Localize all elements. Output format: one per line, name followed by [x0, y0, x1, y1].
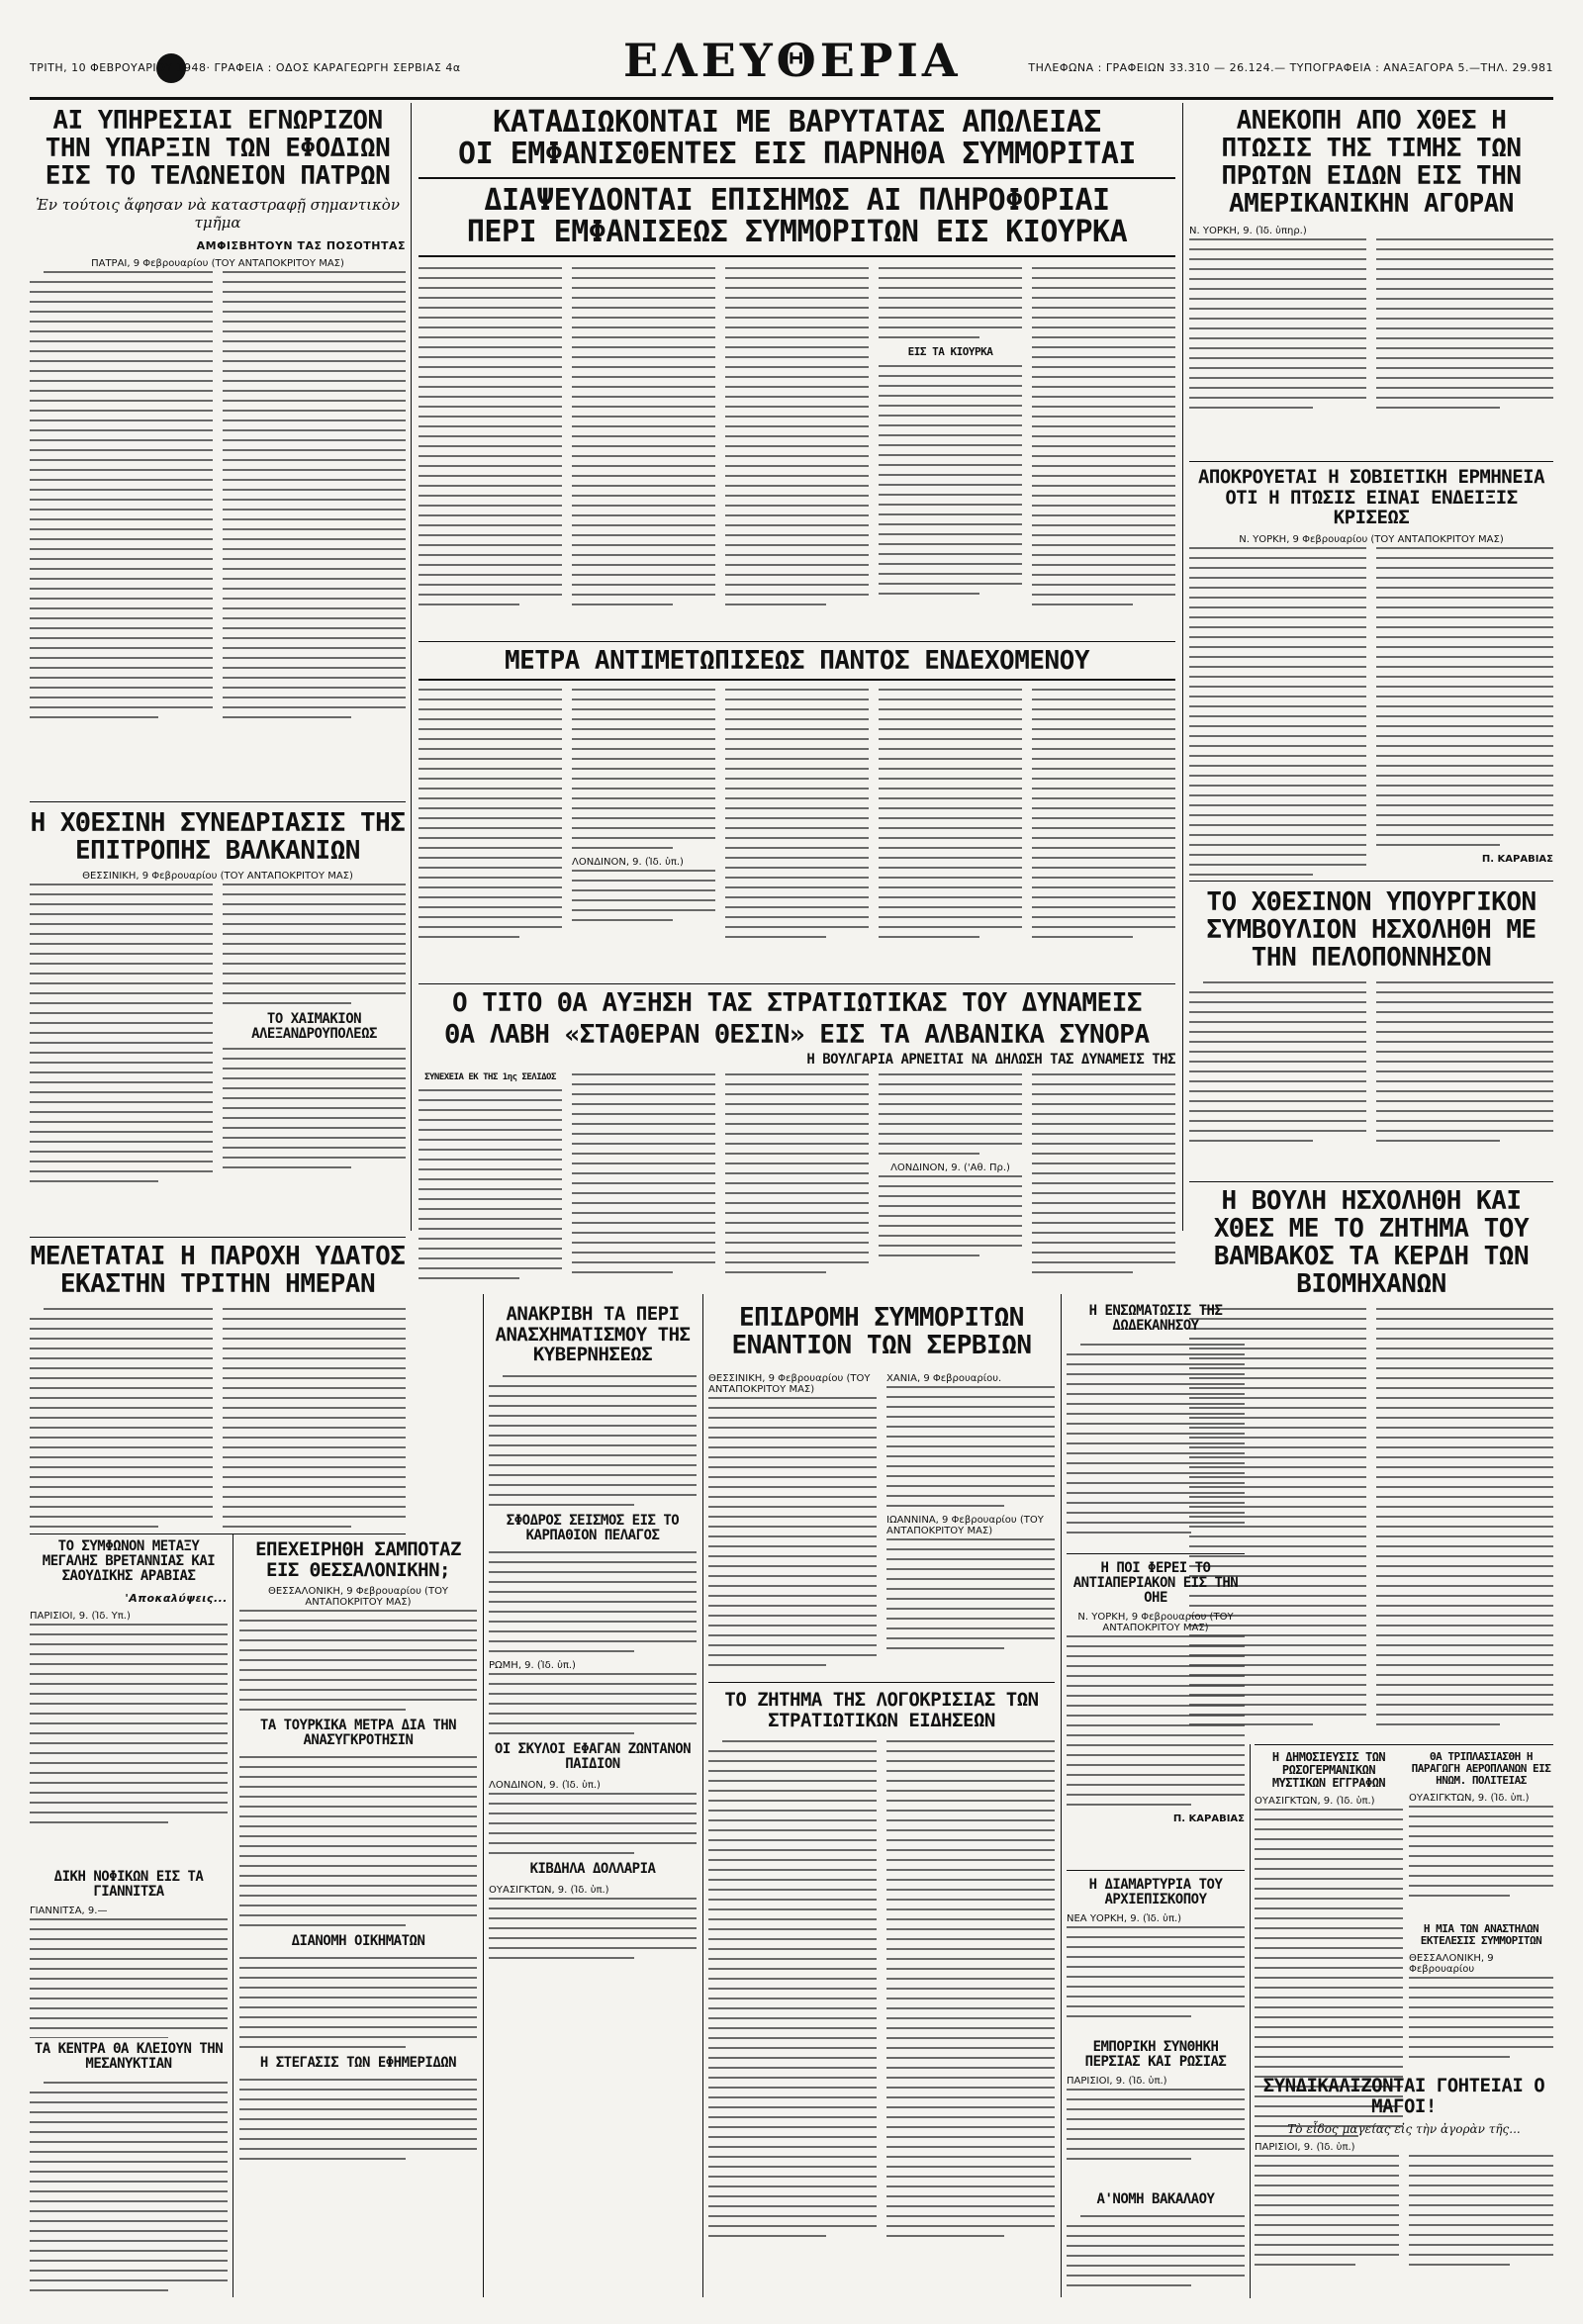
- article-execution: [1409, 1923, 1553, 2072]
- article-un: [1067, 1561, 1245, 1868]
- body-text: [1255, 2155, 1553, 2274]
- article-censorship: [708, 1690, 1055, 2293]
- masthead: [30, 28, 1553, 100]
- headline: Η ΔΗΜΟΣΙΕΥΣΙΣ ΤΩΝ ΡΩΣΟΓΕΡΜΑΝΙΚΩΝ ΜΥΣΤΙΚΩΝ ΕΓΓΡΑΦΩΝ: [1271, 1751, 1386, 1790]
- body-text: [419, 267, 1175, 613]
- headline: ΑΙ ΥΠΗΡΕΣΙΑΙ ΕΓΝΩΡΙΖΟΝ ΤΗΝ ΥΠΑΡΞΙΝ ΤΩΝ ΕΦΟΔΙΩΝ ΕΙΣ ΤΟ ΤΕΛΩΝΕΙΟΝ ΠΑΤΡΩΝ: [45, 107, 391, 192]
- divider: [30, 801, 406, 802]
- dateline: ΛΟΝΔΙΝΟΝ, 9. ('Αθ. Πρ.): [890, 1162, 1010, 1174]
- column-rule: [1061, 1294, 1062, 2297]
- article-tito: [419, 989, 1175, 1286]
- divider: [708, 1682, 1055, 1683]
- column-rule: [483, 1294, 484, 2297]
- headline: ΤΟ ΧΘΕΣΙΝΟΝ ΥΠΟΥΡΓΙΚΟΝ ΣΥΜΒΟΥΛΙΟΝ ΗΣΧΟΛΗΘΗ ΜΕ ΤΗΝ ΠΕΛΟΠΟΝΝΗΣΟΝ: [1206, 888, 1536, 974]
- headline: Η ΠΟΙ ΦΕΡΕΙ ΤΟ ΑΝΤΙΑΠΕΡΙΑΚΟΝ ΕΙΣ ΤΗΝ ΟΗΕ: [1072, 1561, 1239, 1607]
- headline: Η ΒΟΥΛΗ ΗΣΧΟΛΗΘΗ ΚΑΙ ΧΘΕΣ ΜΕ ΤΟ ΖΗΤΗΜΑ ΤΟΥ ΒΑΜΒΑΚΟΣ ΤΑ ΚΕΡΔΗ ΤΩΝ ΒΙΟΜΗΧΑΝΩΝ: [1213, 1187, 1530, 1300]
- dateline: Ν. ΥΟΡΚΗ, 9 Φεβρουαρίου (ΤΟΥ ΑΝΤΑΠΟΚΡΙΤΟΥ ΜΑΣ): [1239, 533, 1504, 545]
- divider: [1189, 461, 1553, 462]
- headline: Η ΜΙΑ ΤΩΝ ΑΝΑΣΤΗΛΩΝ ΕΚΤΕΛΕΣΙΣ ΣΥΜΜΟΡΙΤΩΝ: [1420, 1923, 1542, 1947]
- dateline: Ν. ΥΟΡΚΗ, 9 Φεβρουαρίου (ΤΟΥ ΑΝΤΑΠΟΚΡΙΤΟΥ ΜΑΣ): [1077, 1612, 1234, 1634]
- article-uk-saudi-pact: [30, 1539, 228, 1866]
- dateline: ΠΑΡΙΣΙΟΙ, 9. (Ἰδ. Υπ.): [30, 1611, 131, 1623]
- signature: Π. ΚΑΡΑΒΙΑΣ: [1481, 853, 1553, 865]
- column-rule: [1182, 103, 1183, 1231]
- headline: ΣΥΝΔΙΚΑΛΙΖΟΝΤΑΙ ΓΟΗΤΕΙΑΙ Ο ΜΑΓΟΙ!: [1262, 2076, 1545, 2117]
- body-text: [1189, 981, 1553, 1150]
- headline-2: ΟΙ ΕΜΦΑΝΙΣΘΕΝΤΕΣ ΕΙΣ ΠΑΡΝΗΘΑ ΣΥΜΜΟΡΙΤΑΙ: [419, 139, 1175, 178]
- body-text: [1067, 1926, 1245, 2017]
- newspaper-title: ΕΛΕΥΘΕΡΙΑ: [623, 34, 962, 87]
- divider: [1067, 1870, 1245, 1871]
- dateline: Ν. ΥΟΡΚΗ, 9. (Ἰδ. ὑπηρ.): [1189, 226, 1307, 237]
- body-text: [239, 1610, 477, 2160]
- headline: Η ΧΘΕΣΙΝΗ ΣΥΝΕΔΡΙΑΣΙΣ ΤΗΣ ΕΠΙΤΡΟΠΗΣ ΒΑΛΚΑΝΙΩΝ: [30, 809, 406, 867]
- headline: ΘΑ ΤΡΙΠΛΑΣΙΑΣΘΗ Η ΠΑΡΑΓΩΓΗ ΑΕΡΟΠΛΑΝΩΝ ΕΙΣ ΗΝΩΜ. ΠΟΛΙΤΕΙΑΣ: [1411, 1751, 1551, 1787]
- dateline: ΘΕΣΣΑΛΟΝΙΚΗ, 9 Φεβρουαρίου: [1409, 1952, 1494, 1975]
- section-title: ΔΙΑΝΟΜΗ ΟΙΚΗΜΑΤΩΝ: [291, 1933, 425, 1950]
- body-text: [708, 1367, 1055, 1674]
- article-magicians: [1255, 2076, 1553, 2298]
- subheadline: Η ΒΟΥΛΓΑΡΙΑ ΑΡΝΕΙΤΑΙ ΝΑ ΔΗΛΩΣΗ ΤΑΣ ΔΥΝΑΜΕΙΣ ΤΗΣ: [806, 1052, 1175, 1069]
- headline: ΤΟ ΣΥΜΦΩΝΟΝ ΜΕΤΑΞΥ ΜΕΓΑΛΗΣ ΒΡΕΤΑΝΝΙΑΣ ΚΑΙ ΣΑΟΥΔΙΚΗΣ ΑΡΑΒΙΑΣ: [42, 1539, 216, 1585]
- dateline: ΧΑΝΙΑ, 9 Φεβρουαρίου.: [886, 1373, 1002, 1385]
- section-title: ΚΙΒΔΗΛΑ ΔΟΛΛΑΡΙΑ: [529, 1860, 656, 1877]
- headline: ΑΝΑΚΡΙΒΗ ΤΑ ΠΕΡΙ ΑΝΑΣΧΗΜΑΤΙΣΜΟΥ ΤΗΣ ΚΥΒΕΡΝΗΣΕΩΣ: [495, 1304, 691, 1366]
- article-water-supply: [30, 1243, 406, 1530]
- article-reshuffle: [489, 1304, 697, 2293]
- body-text: [30, 2082, 228, 2291]
- body-text: [419, 689, 1175, 946]
- dateline: ΡΩΜΗ, 9. (Ἰδ. ὑπ.): [489, 1659, 576, 1671]
- subheadline: Ἐν τούτοις ἄφησαν νὰ καταστραφῇ σημαντικὸν τμῆμα: [36, 196, 400, 232]
- headline-1: Ο ΤΙΤΟ ΘΑ ΑΥΞΗΣΗ ΤΑΣ ΣΤΡΑΤΙΩΤΙΚΑΣ ΤΟΥ ΔΥΝΑΜΕΙΣ: [451, 989, 1143, 1018]
- divider: [1189, 1181, 1553, 1182]
- dateline: ΘΕΣΣΙΝΙΚΗ, 9 Φεβρουαρίου (ΤΟΥ ΑΝΤΑΠΟΚΡΙΤΟΥ ΜΑΣ): [82, 871, 353, 883]
- divider: [1189, 881, 1553, 882]
- section-title: ΣΦΟΔΡΟΣ ΣΕΙΣΜΟΣ ΕΙΣ ΤΟ ΚΑΡΠΑΘΙΟΝ ΠΕΛΑΓΟΣ: [506, 1512, 680, 1543]
- divider: [30, 1237, 406, 1238]
- dateline: ΘΕΣΣΙΝΙΚΗ, 9 Φεβρουαρίου (ΤΟΥ ΑΝΤΑΠΟΚΡΙΤΟΥ ΜΑΣ): [708, 1373, 871, 1396]
- article-sabotage: [239, 1539, 477, 2296]
- dateline: ΠΑΡΙΣΙΟΙ, 9. (Ἰδ. ὑπ.): [1067, 2076, 1167, 2088]
- body-text: [30, 271, 406, 726]
- article-soviet-interpretation: [1189, 467, 1553, 878]
- column-rule: [411, 103, 412, 1231]
- dateline: ΠΑΡΙΣΙΟΙ, 9. (Ἰδ. ὑπ.): [1255, 2142, 1355, 2154]
- headline: ΔΙΚΗ ΝΟΦΙΚΩΝ ΕΙΣ ΤΑ ΓΙΑΝΝΙΤΣΑ: [53, 1870, 204, 1901]
- body-text: [30, 1624, 228, 1823]
- article-dodecanese: [1067, 1304, 1245, 1551]
- body-text: [1189, 547, 1553, 878]
- headline-4: ΠΕΡΙ ΕΜΦΑΝΙΣΕΩΣ ΣΥΜΜΟΡΙΤΩΝ ΕΙΣ ΚΙΟΥΡΚΑ: [419, 217, 1175, 256]
- subheadline: Τὸ εἶδος μαγείας εἰς τὴν ἀγορὰν τῆς...: [1287, 2122, 1521, 2137]
- divider: [1067, 1553, 1245, 1554]
- dateline: ΠΑΤΡΑΙ, 9 Φεβρουαρίου (ΤΟΥ ΑΝΤΑΠΟΚΡΙΤΟΥ ΜΑΣ): [91, 258, 344, 270]
- body-text: [1189, 238, 1553, 417]
- article-cod: [1067, 2192, 1245, 2296]
- article-aircraft: [1409, 1751, 1553, 1919]
- headline-3: ΔΙΑΨΕΥΔΟΝΤΑΙ ΕΠΙΣΗΜΩΣ ΑΙ ΠΛΗΡΟΦΟΡΙΑΙ: [484, 182, 1110, 218]
- article-raid-servia: [708, 1304, 1055, 1680]
- body-text: [1067, 1635, 1245, 1806]
- article-archbishop: [1067, 1878, 1245, 2036]
- newspaper-page: [30, 28, 1553, 2298]
- body-text: [419, 1073, 1175, 1286]
- kicker: ΑΜΦΙΣΒΗΤΟΥΝ ΤΑΣ ΠΟΣΟΤΗΤΑΣ: [196, 239, 406, 253]
- body-text: [1067, 2215, 1245, 2286]
- headline: ΑΠΟΚΡΟΥΕΤΑΙ Η ΣΟΒΙΕΤΙΚΗ ΕΡΜΗΝΕΙΑ ΟΤΙ Η ΠΤΩΣΙΣ ΕΙΝΑΙ ΕΝΔΕΙΞΙΣ ΚΡΙΣΕΩΣ: [1197, 467, 1545, 529]
- dateline: ΘΕΣΣΑΛΟΝΙΚΗ, 9 Φεβρουαρίου (ΤΟΥ ΑΝΤΑΠΟΚΡΙΤΟΥ ΜΑΣ): [267, 1586, 449, 1609]
- continuation-note: ΣΥΝΕΧΕΙΑ ΕΚ ΤΗΣ 1ης ΣΕΛΙΔΟΣ: [424, 1072, 556, 1083]
- headline: ΕΠΕΧΕΙΡΗΘΗ ΣΑΜΠΟΤΑΖ ΕΙΣ ΘΕΣΣΑΛΟΝΙΚΗΝ;: [255, 1539, 461, 1581]
- headline: ΤΑ ΚΕΝΤΡΑ ΘΑ ΚΛΕΙΟΥΝ ΤΗΝ ΜΕΣΑΝΥΚΤΙΑΝ: [34, 2042, 224, 2073]
- article-price-fall: [1189, 107, 1553, 458]
- headline: Η ΔΙΑΜΑΡΤΥΡΙΑ ΤΟΥ ΑΡΧΙΕΠΙΣΚΟΠΟΥ: [1088, 1878, 1223, 1908]
- body-text: [708, 1740, 1055, 2245]
- divider: [419, 641, 1175, 642]
- dateline: ΛΟΝΔΙΝΟΝ, 9. (Ἰδ. ὑπ.): [489, 1779, 601, 1791]
- column-rule: [1250, 1744, 1251, 2298]
- dateline: ΓΙΑΝΝΙΤΣΑ, 9.—: [30, 1906, 108, 1917]
- headline: Α'ΝΟΜΗ ΒΑΚΑΛΑΟΥ: [1096, 2192, 1215, 2207]
- body-text: [30, 883, 406, 1190]
- headline: ΜΕΤΡΑ ΑΝΤΙΜΕΤΩΠΙΣΕΩΣ ΠΑΝΤΟΣ ΕΝΔΕΧΟΜΕΝΟΥ: [419, 647, 1175, 681]
- dateline: ΙΩΑΝΝΙΝΑ, 9 Φεβρουαρίου (ΤΟΥ ΑΝΤΑΠΟΚΡΙΤΟΥ ΜΑΣ): [886, 1515, 1044, 1537]
- article-persia-russia: [1067, 2040, 1245, 2188]
- body-text: [1409, 1977, 1553, 2058]
- headline: ΤΟ ΖΗΤΗΜΑ ΤΗΣ ΛΟΓΟΚΡΙΣΙΑΣ ΤΩΝ ΣΤΡΑΤΙΩΤΙΚΩΝ ΕΙΔΗΣΕΩΝ: [724, 1690, 1039, 1731]
- article-measures: [419, 647, 1175, 983]
- headline: ΕΜΠΟΡΙΚΗ ΣΥΝΘΗΚΗ ΠΕΡΣΙΑΣ ΚΑΙ ΡΩΣΙΑΣ: [1084, 2040, 1227, 2071]
- article-giannitsa-trial: [30, 1870, 228, 2038]
- column-rule: [702, 1294, 703, 2297]
- headline: Η ΕΝΣΩΜΑΤΩΣΙΣ ΤΗΣ ΔΩΔΕΚΑΝΗΣΟΥ: [1088, 1304, 1223, 1335]
- headline-2: ΘΑ ΛΑΒΗ «ΣΤΑΘΕΡΑΝ ΘΕΣΙΝ» ΕΙΣ ΤΑ ΑΛΒΑΝΙΚΑ ΣΥΝΟΡΑ: [444, 1020, 1150, 1051]
- headline: ΜΕΛΕΤΑΤΑΙ Η ΠΑΡΟΧΗ ΥΔΑΤΟΣ ΕΚΑΣΤΗΝ ΤΡΙΤΗΝ ΗΜΕΡΑΝ: [30, 1243, 406, 1300]
- kicker: 'Αποκαλύψεις...: [125, 1592, 228, 1606]
- body-text: [30, 1918, 228, 2038]
- dateline: ΟΥΑΣΙΓΚΤΩΝ, 9. (Ἰδ. ὑπ.): [1255, 1795, 1375, 1807]
- article-patras-customs: [30, 107, 406, 799]
- body-text: [1409, 1806, 1553, 1897]
- body-text: [489, 1375, 697, 1960]
- divider: [419, 983, 1175, 984]
- dateline: ΝΕΑ ΥΟΡΚΗ, 9. (Ἰδ. ὑπ.): [1067, 1913, 1182, 1925]
- article-balkan-committee: [30, 809, 406, 1235]
- divider: [1255, 1744, 1553, 1745]
- body-text: [1067, 1344, 1245, 1534]
- article-cabinet: [1189, 888, 1553, 1185]
- section-title: ΤΑ ΤΟΥΡΚΙΚΑ ΜΕΤΡΑ ΔΙΑ ΤΗΝ ΑΝΑΣΥΓΚΡΟΤΗΣΙΝ: [259, 1718, 457, 1749]
- dateline: ΟΥΑΣΙΓΚΤΩΝ, 9. (Ἰδ. ὑπ.): [489, 1885, 609, 1897]
- section-title: Η ΣΤΕΓΑΣΙΣ ΤΩΝ ΕΦΗΜΕΡΙΔΩΝ: [259, 2055, 457, 2072]
- article-night-clubs: [30, 2042, 228, 2294]
- headline: ΑΝΕΚΟΠΗ ΑΠΟ ΧΘΕΣ Η ΠΤΩΣΙΣ ΤΗΣ ΤΙΜΗΣ ΤΩΝ ΠΡΩΤΩΝ ΕΙΔΩΝ ΕΙΣ ΤΗΝ ΑΜΕΡΙΚΑΝΙΚΗΝ ΑΓΟΡΑΝ: [1221, 107, 1522, 220]
- section-title: ΟΙ ΣΚΥΛΟΙ ΕΦΑΓΑΝ ΖΩΝΤΑΝΟΝ ΠΑΙΔΙΟΝ: [494, 1740, 692, 1772]
- headline: ΕΠΙΔΡΟΜΗ ΣΥΜΜΟΡΙΤΩΝ ΕΝΑΝΤΙΟΝ ΤΩΝ ΣΕΡΒΙΩΝ: [731, 1304, 1032, 1361]
- section-title: ΤΟ ΧΑΙΜΑΚΙΟΝ ΑΛΕΞΑΝΔΡΟΥΠΟΛΕΩΣ: [251, 1011, 377, 1043]
- dateline: ΟΥΑΣΙΓΚΤΩΝ, 9. (Ἰδ. ὑπ.): [1409, 1792, 1530, 1804]
- masthead-date-address: ΤΡΙΤΗ, 10 ΦΕΒΡΟΥΑΡΙΟΥ 1948· ΓΡΑΦΕΙΑ : ΟΔΟΣ ΚΑΡΑΓΕΩΡΓΗ ΣΕΡΒΙΑΣ 4α: [30, 61, 461, 74]
- article-parnitha-bandits: [419, 107, 1175, 641]
- headline-1: ΚΑΤΑΔΙΩΚΟΝΤΑΙ ΜΕ ΒΑΡΥΤΑΤΑΣ ΑΠΩΛΕΙΑΣ: [493, 107, 1101, 139]
- body-text: [1067, 2089, 1245, 2160]
- dateline: ΛΟΝΔΙΝΟΝ, 9. (Ἰδ. ὑπ.): [572, 857, 684, 869]
- body-text: [30, 1308, 406, 1530]
- masthead-phones: ΤΗΛΕΦΩΝΑ : ΓΡΑΦΕΙΩΝ 33.310 — 26.124.— ΤΥΠΟΓΡΑΦΕΙΑ : ΑΝΑΞΑΓΟΡΑ 5.—ΤΗΛ. 29.981: [1028, 61, 1553, 74]
- signature: Π. ΚΑΡΑΒΙΑΣ: [1172, 1813, 1245, 1825]
- section-title: ΕΙΣ ΤΑ ΚΙΟΥΡΚΑ: [907, 344, 993, 358]
